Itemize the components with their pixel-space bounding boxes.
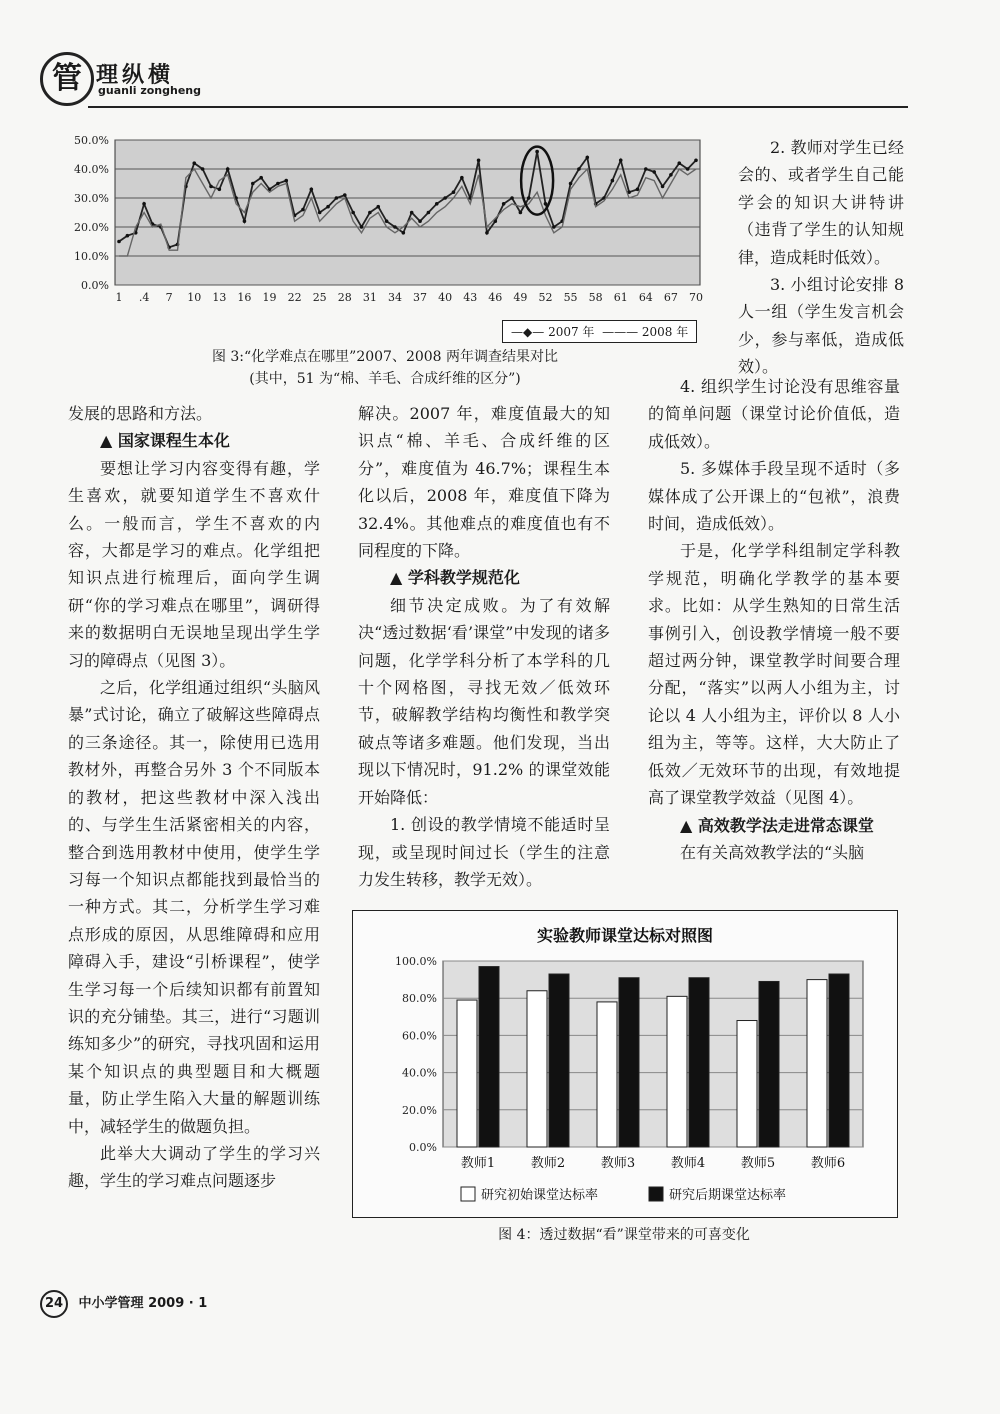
fig3-point-2007 xyxy=(443,196,447,200)
fig3-point-2007 xyxy=(527,196,531,200)
fig4-x-label: 教师4 xyxy=(670,1156,706,1171)
fig3-point-2007 xyxy=(686,167,690,171)
fig3-point-2007 xyxy=(243,219,247,223)
fig4-y-tick: 100.0% xyxy=(395,955,437,968)
fig3-x-tick: 49 xyxy=(513,291,528,304)
issue-number: 2009 · 1 xyxy=(148,1296,208,1311)
fig4-legend-final-swatch xyxy=(649,1187,663,1201)
fig4-y-tick: 20.0% xyxy=(402,1103,437,1117)
fig4-bar-initial xyxy=(597,1002,617,1147)
fig3-point-2007 xyxy=(126,234,130,238)
fig3-line-chart xyxy=(60,125,710,345)
fig3-point-2007 xyxy=(351,211,355,215)
fig3-point-2007 xyxy=(142,202,146,206)
fig4-y-tick: 40.0% xyxy=(402,1066,437,1080)
fig3-point-2007 xyxy=(284,179,288,183)
fig3-point-2007 xyxy=(677,161,681,165)
fig3-x-tick: 43 xyxy=(463,291,478,304)
fig3-point-2007 xyxy=(393,225,397,229)
section-title: 理纵横 xyxy=(96,63,175,88)
fig3-x-tick: 61 xyxy=(613,291,628,304)
para: 1. 创设的教学情境不能适时呈现，或呈现时间过长（学生的注意力发生转移，教学无效）。 xyxy=(358,815,610,889)
fig3-point-2007 xyxy=(343,193,347,197)
fig3-point-2007 xyxy=(460,176,464,180)
fig3-point-2007 xyxy=(218,188,222,192)
fig3-point-2007 xyxy=(117,240,121,244)
fig3-point-2007 xyxy=(192,161,196,165)
fig3-point-2007 xyxy=(301,208,305,212)
fig3-point-2007 xyxy=(385,219,389,223)
fig3-point-2007 xyxy=(485,231,489,235)
fig3-y-tick: 30.0% xyxy=(74,192,109,205)
fig4-bar-final xyxy=(829,974,849,1147)
right-column xyxy=(648,373,900,866)
para: 于是，化学学科组制定学科教学规范，明确化学教学的基本要求。比如：从学生熟知的日常生活事例引入，创设教学情境一般不要超过两分钟，课堂教学时间要合理分配，“落实”以两人小组为主，讨论以 4 人小组为主，评价以 8 人小组为主，等等。这样，大大防止了低效／无效环节的出现，有效地提高了课堂教学效益（见图 4）。 xyxy=(648,541,900,808)
fig3-x-tick: 7 xyxy=(165,291,173,304)
fig3-point-2007 xyxy=(376,205,380,209)
fig4-x-label: 教师1 xyxy=(460,1156,496,1171)
fig3-point-2007 xyxy=(310,188,314,192)
fig3-point-2007 xyxy=(209,185,213,189)
fig4-x-label: 教师6 xyxy=(810,1156,846,1171)
fig4-legend-initial-swatch xyxy=(461,1187,475,1201)
fig3-caption xyxy=(130,346,640,390)
fig4-y-tick: 0.0% xyxy=(409,1141,437,1154)
legend-2008: 2008 年 xyxy=(641,325,689,339)
subheading: ▲ 高效教学法走进常态课堂 xyxy=(680,815,874,835)
fig3-x-tick: 52 xyxy=(538,291,553,304)
fig4-caption: 图 4：透过数据“看”课堂带来的可喜变化 xyxy=(498,1227,750,1243)
para: 要想让学习内容变得有趣，学生喜欢，就要知道学生不喜欢什么。一般而言，学生不喜欢的内容，大都是学习的难点。化学组把知识点进行梳理后，面向学生调研“你的学习难点在哪里”，调研得来的数据明白无误地呈现出学生学习的障碍点（见图 3）。 xyxy=(68,458,320,670)
fig3-point-2007 xyxy=(251,182,255,186)
legend-2007: 2007 年 xyxy=(548,325,595,339)
fig3-x-tick: 37 xyxy=(413,291,428,304)
para: 2. 教师对学生已经会的、或者学生自己能学会的知识大讲特讲（违背了学生的认知规律，造成耗时低效）。 xyxy=(738,138,904,267)
fig3-x-tick: 64 xyxy=(638,291,653,304)
right-column-top xyxy=(738,134,904,381)
journal-name: 中小学管理 xyxy=(78,1296,144,1311)
fig4-bar-final xyxy=(619,978,639,1147)
fig4-bar-final xyxy=(689,978,709,1147)
fig3-point-2007 xyxy=(276,182,280,186)
fig3-point-2007 xyxy=(360,225,364,229)
fig3-plot-area xyxy=(115,140,700,285)
page-number: 24 xyxy=(40,1290,68,1318)
fig3-point-2007 xyxy=(435,202,439,206)
fig3-x-tick: 67 xyxy=(663,291,678,304)
legend-2008-marker: ——— xyxy=(602,325,639,339)
fig3-y-tick: 40.0% xyxy=(74,163,109,176)
fig3-caption-line1: 图 3:“化学难点在哪里”2007、2008 两年调查结果对比 xyxy=(211,349,559,365)
fig4-legend-initial: 研究初始课堂达标率 xyxy=(481,1188,599,1203)
fig3-point-2007 xyxy=(636,188,640,192)
fig3-point-2007 xyxy=(694,159,698,163)
fig4-bar-initial xyxy=(527,991,547,1147)
fig3-point-2007 xyxy=(452,190,456,194)
para: 在有关高效教学法的“头脑 xyxy=(680,842,865,862)
fig3-x-tick: 25 xyxy=(312,291,327,304)
fig3-legend xyxy=(502,320,697,343)
fig3-point-2007 xyxy=(661,185,665,189)
subheading: ▲ 学科教学规范化 xyxy=(390,568,520,588)
fig3-x-tick: 28 xyxy=(337,291,352,304)
fig4-y-tick: 60.0% xyxy=(402,1029,437,1043)
fig4-frame xyxy=(352,910,898,1218)
fig4-bar-initial xyxy=(737,1021,757,1147)
middle-column xyxy=(358,400,610,893)
fig3-point-2007 xyxy=(410,211,414,215)
fig4-bar-chart xyxy=(353,911,897,1217)
para: 细节决定成败。为了有效解决“透过数据‘看’课堂”中发现的诸多问题，化学学科分析了本学科的几十个网格图，寻找无效／低效环节，破解教学结构均衡性和教学突破点等诸多难题。他们发现，当出现以下情况时，91.2% 的课堂效能开始降低： xyxy=(358,595,610,807)
fig4-legend-final: 研究后期课堂达标率 xyxy=(669,1188,787,1203)
para: 发展的思路和方法。 xyxy=(68,404,213,423)
fig4-y-tick: 80.0% xyxy=(402,992,437,1006)
fig3-point-2007 xyxy=(519,211,523,215)
left-column xyxy=(68,400,320,1195)
page-footer xyxy=(40,1290,207,1318)
header-rule xyxy=(88,106,908,108)
fig3-point-2007 xyxy=(427,211,431,215)
fig4-bar-final xyxy=(479,967,499,1147)
fig4-x-label: 教师5 xyxy=(740,1156,776,1171)
fig3-x-tick: 10 xyxy=(187,291,202,304)
fig3-point-2007 xyxy=(510,196,514,200)
fig3-point-2007 xyxy=(318,211,322,215)
fig3-point-2007 xyxy=(402,231,406,235)
fig3-point-2007 xyxy=(418,219,422,223)
fig4-bar-final xyxy=(549,974,569,1147)
fig3-point-2007 xyxy=(569,182,573,186)
fig3-point-2007 xyxy=(201,167,205,171)
fig3-x-tick: 58 xyxy=(588,291,603,304)
fig3-y-tick: 10.0% xyxy=(74,250,109,263)
fig3-x-tick: 70 xyxy=(689,291,703,304)
fig3-x-tick: 31 xyxy=(362,291,377,304)
fig3-x-tick: 16 xyxy=(237,291,252,304)
fig3-point-2007 xyxy=(259,176,263,180)
fig3-point-2007 xyxy=(502,202,506,206)
fig3-point-2007 xyxy=(585,156,589,160)
fig3-x-tick: 46 xyxy=(488,291,503,304)
fig3-point-2007 xyxy=(577,167,581,171)
fig4-title: 实验教师课堂达标对照图 xyxy=(536,926,714,945)
fig4-plot-area xyxy=(443,961,863,1147)
fig4-bar-final xyxy=(759,981,779,1147)
fig3-point-2007 xyxy=(335,196,339,200)
fig3-x-tick: 19 xyxy=(262,291,277,304)
fig4-bar-initial xyxy=(667,996,687,1147)
fig3-x-tick: 40 xyxy=(438,291,453,304)
fig3-x-tick: 13 xyxy=(212,291,227,304)
fig3-x-tick: 1 xyxy=(115,291,123,304)
fig3-point-2007 xyxy=(669,173,673,177)
para: 5. 多媒体手段呈现不适时（多媒体成了公开课上的“包袱”，浪费时间，造成低效）。 xyxy=(648,459,900,534)
fig4-x-label: 教师2 xyxy=(530,1156,566,1171)
para: 此举大大调动了学生的学习兴趣，学生的学习难点问题逐步 xyxy=(68,1143,320,1191)
fig3-x-tick: 34 xyxy=(387,291,402,304)
fig3-point-2007 xyxy=(477,159,481,163)
fig3-point-2007 xyxy=(368,211,372,215)
fig3-point-2007 xyxy=(326,205,330,209)
fig3-caption-line2: (其中，51 为“棉、羊毛、合成纤维的区分”) xyxy=(249,371,521,387)
legend-2007-marker: —◆— xyxy=(511,325,545,339)
fig3-y-tick: 20.0% xyxy=(74,221,109,234)
para: 3. 小组讨论安排 8 人一组（学生发言机会少，参与率低，造成低效）。 xyxy=(738,275,904,377)
fig3-y-tick: 0.0% xyxy=(81,279,109,292)
fig4-bar-initial xyxy=(807,980,827,1147)
subheading: ▲ 国家课程生本化 xyxy=(100,431,230,451)
fig3-point-2007 xyxy=(652,170,656,174)
fig3-point-2007 xyxy=(544,202,548,206)
fig3-point-2007 xyxy=(644,167,648,171)
fig3-point-2007 xyxy=(226,167,230,171)
fig4-bar-initial xyxy=(457,1000,477,1147)
para: 4. 组织学生讨论没有思维容量的简单问题（课堂讨论价值低，造成低效）。 xyxy=(648,377,900,451)
journal-logo: 管 xyxy=(40,52,94,106)
fig4-x-label: 教师3 xyxy=(600,1156,636,1171)
fig3-point-2007 xyxy=(552,225,556,229)
section-pinyin: guanli zongheng xyxy=(98,84,201,97)
fig3-y-tick: 50.0% xyxy=(74,134,109,147)
fig3-point-2007 xyxy=(611,179,615,183)
fig3-point-2007 xyxy=(535,150,539,154)
fig3-point-2007 xyxy=(619,159,623,163)
fig3-x-tick: .4 xyxy=(138,291,150,304)
fig3-x-tick: 22 xyxy=(287,291,302,304)
fig3-x-tick: 55 xyxy=(563,291,578,304)
para: 解决。2007 年，难度值最大的知识点“棉、羊毛、合成纤维的区分”，难度值为 46.7%；课程生本化以后，2008 年，难度值下降为 32.4%。其他难点的难度值也有不同程度的下降。 xyxy=(358,404,610,561)
para: 之后，化学组通过组织“头脑风暴”式讨论，确立了破解这些障碍点的三条途径。其一，除使用已选用教材外，再整合另外 3 个不同版本的教材，把这些教材中深入浅出的、与学生生活紧密相关的内容，整合到选用教材中使用，使学生学习每一个知识点都能找到最恰当的一种方式。其二，分析学生学习难点形成的原因，从思维障碍和应用障碍入手，建设“引桥课程”，使学生学习每一个后续知识都有前置知识的充分铺垫。其三，进行“习题训练知多少”的研究，寻找巩固和运用某个知识点的典型题目和大概题量，防止学生陷入大量的解题训练中，减轻学生的做题负担。 xyxy=(68,678,320,1136)
